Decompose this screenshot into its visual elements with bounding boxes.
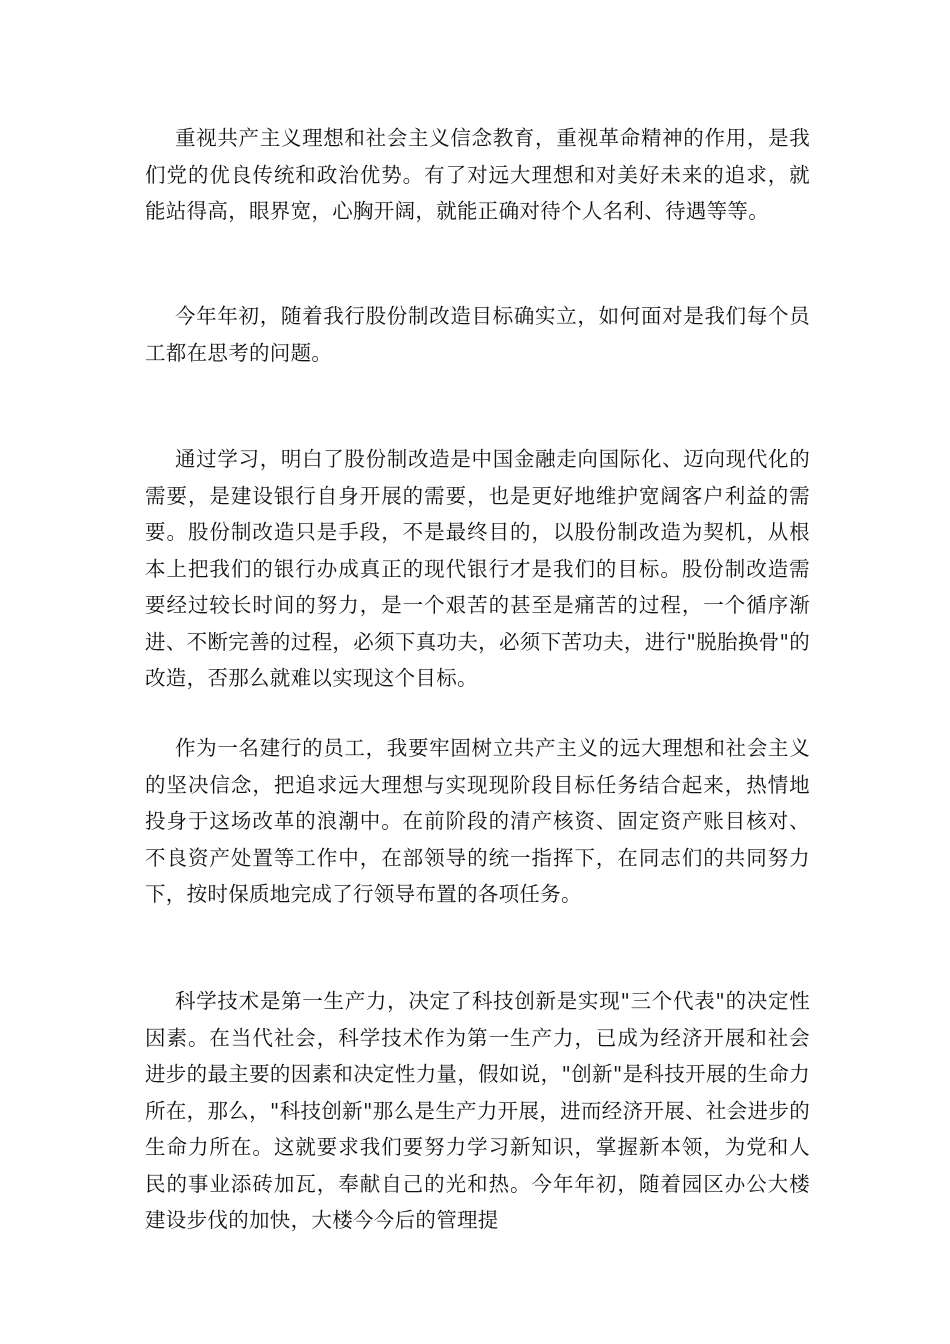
paragraph-shareholding-reform: 通过学习，明白了股份制改造是中国金融走向国际化、迈向现代化的需要，是建设银行自身开展的需要，也是更好地维护宽阔客户利益的需要。股份制改造只是手段，不是最终目的，以股份制改造为契机，从根本上把我们的银行办成真正的现代银行才是我们的目标。股份制改造需要经过较长时间的努力，是一个艰苦的甚至是痛苦的过程，一个循序渐进、不断完善的过程，必须下真功夫，必须下苦功夫，进行"脱胎换骨"的改造，否那么就难以实现这个目标。 — [145, 447, 810, 690]
paragraph-employee-commitment: 作为一名建行的员工，我要牢固树立共产主义的远大理想和社会主义的坚决信念，把追求远大理想与实现现阶段目标任务结合起来，热情地投身于这场改革的浪潮中。在前阶段的清产核资、固定资产账目核对、不良资产处置等工作中，在部领导的统一指挥下，在同志们的共同努力下，按时保质地完成了行领导布置的各项任务。 — [145, 736, 810, 906]
paragraph-technology-innovation: 科学技术是第一生产力，决定了科技创新是实现"三个代表"的决定性因素。在当代社会，科学技术作为第一生产力，已成为经济开展和社会进步的最主要的因素和决定性力量，假如说，"创新"是科技开展的生命力所在，那么，"科技创新"那么是生产力开展，进而经济开展、社会进步的生命力所在。这就要求我们要努力学习新知识，掌握新本领，为党和人民的事业添砖加瓦，奉献自己的光和热。今年年初，随着园区办公大楼建设步伐的加快，大楼今今后的管理提 — [145, 989, 810, 1232]
paragraph-reform-question: 今年年初，随着我行股份制改造目标确实立，如何面对是我们每个员工都在思考的问题。 — [145, 304, 810, 365]
paragraph-ideals: 重视共产主义理想和社会主义信念教育，重视革命精神的作用，是我们党的优良传统和政治优势。有了对远大理想和对美好未来的追求，就能站得高，眼界宽，心胸开阔，就能正确对待个人名利、待遇等等。 — [145, 126, 810, 223]
